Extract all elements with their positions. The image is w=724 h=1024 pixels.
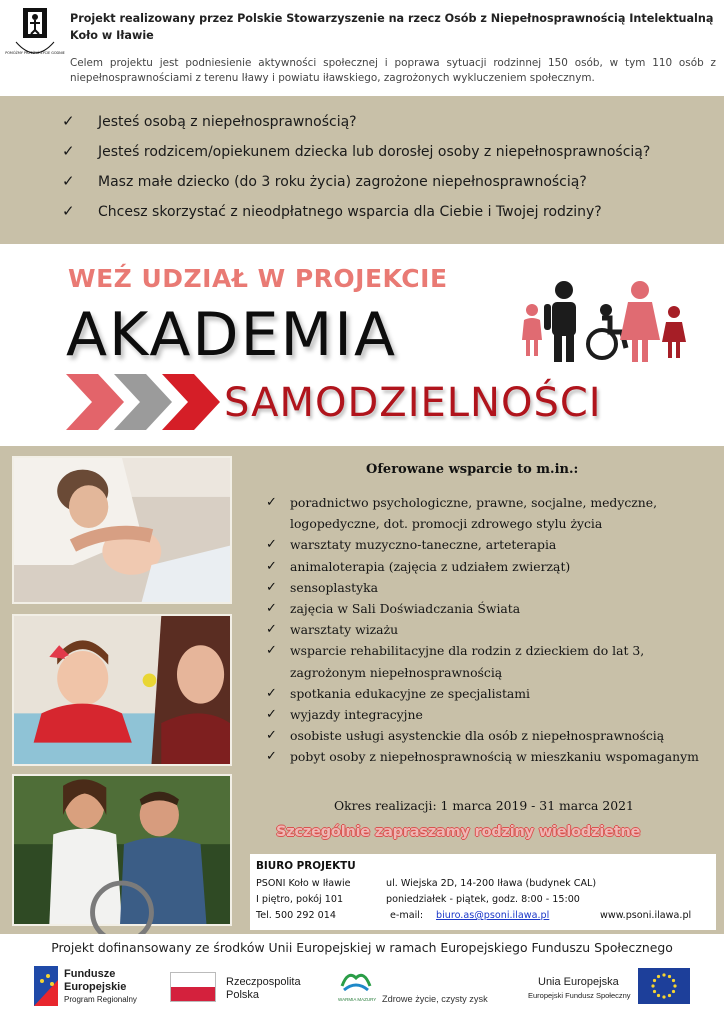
question-text: Chcesz skorzystać z nieodpłatnego wsparcia dla Ciebie i Twojej rodziny? (98, 204, 602, 220)
logo-text: POMÓŻMY PRZEŻYĆ ŻYCIE GODNIE (5, 51, 65, 55)
offer-item-text: warsztaty wizażu (290, 622, 399, 638)
question-text: Jesteś rodzicem/opiekunem dziecka lub dorosłej osoby z niepełnosprawnością? (98, 144, 651, 160)
eu-flag-icon (638, 968, 690, 1004)
offer-item (262, 534, 714, 555)
checkmark-icon: ✓ (266, 537, 277, 553)
office-floor: I piętro, pokój 101 (256, 894, 344, 905)
question-item (62, 202, 602, 220)
european-funds-logo-icon (34, 966, 58, 1006)
checkmark-icon: ✓ (62, 172, 75, 190)
offer-item-text: pobyt osoby z niepełnosprawnością w mieszkaniu wspomaganym (290, 749, 699, 765)
offer-item-text: osobiste usługi asystenckie dla osób z niepełnosprawnością (290, 728, 665, 744)
offer-item-text: poradnictwo psychologiczne, prawne, socjalne, medyczne, logopedyczne, dot. promocji zdrowego stylu życia (290, 495, 658, 532)
project-office-box (250, 854, 716, 930)
offer-list (262, 492, 714, 768)
footer (0, 934, 724, 1024)
offer-item (262, 683, 714, 704)
question-item (62, 142, 650, 160)
logo4-line1: Unia Europejska (538, 976, 619, 988)
checkmark-icon: ✓ (266, 707, 277, 723)
project-description: Celem projektu jest podniesienie aktywności społecznej i poprawa sytuacji rodzinnej 150 osób, w tym 110 osób z niepełnosprawnościami z terenu Iławy i powiatu iławskiego, zagrożonych wykluczeniem społecznym. (70, 57, 716, 84)
chevron-arrows-icon (66, 370, 222, 434)
offer-item-text: wyjazdy integracyjne (290, 707, 423, 723)
funding-statement: Projekt dofinansowany ze środków Unii Europejskiej w ramach Europejskiego Funduszu Społecznego (51, 940, 673, 955)
logo3-name: WARMIA MAZURY (338, 997, 377, 1002)
offer-heading: Oferowane wsparcie to m.in.: (366, 462, 579, 477)
offer-item (262, 598, 714, 619)
logo1-line2: Europejskie (64, 981, 127, 993)
question-item (62, 112, 357, 130)
call-to-action: WEŹ UDZIAŁ W PROJEKCIE (68, 264, 448, 293)
checkmark-icon: ✓ (266, 579, 277, 595)
offer-item-text: warsztaty muzyczno-taneczne, arteterapia (290, 537, 557, 553)
checkmark-icon: ✓ (266, 643, 277, 659)
checkmark-icon: ✓ (266, 728, 277, 744)
offer-item-text: sensoplastyka (290, 579, 379, 595)
office-name: PSONI Koło w Iławie (256, 878, 351, 889)
checkmark-icon: ✓ (266, 495, 277, 510)
hero-title-block (0, 244, 724, 446)
psoni-logo (5, 6, 65, 64)
logo3-slogan: Zdrowe życie, czysty zysk (382, 994, 488, 1004)
offer-item (262, 619, 714, 640)
photo-woman-and-man-in-wheelchair (12, 774, 232, 926)
question-item (62, 172, 587, 190)
email-label: e-mail: (390, 910, 424, 921)
offer-item-text: wsparcie rehabilitacyjne dla rodzin z dzieckiem do lat 3, zagrożonym niepełnosprawnością (290, 643, 645, 680)
offer-item (262, 492, 714, 534)
offer-item (262, 556, 714, 577)
logo1-line1: Fundusze (64, 968, 116, 980)
warmia-mazury-logo-icon (338, 968, 374, 996)
checkmark-icon: ✓ (266, 601, 277, 617)
checkmark-icon: ✓ (266, 749, 277, 765)
office-hours: poniedziałek - piątek, godz. 8:00 - 15:00 (386, 894, 580, 905)
logo2-line2: Polska (226, 989, 260, 1001)
checkmark-icon: ✓ (266, 622, 277, 638)
header (0, 0, 724, 96)
logo4-line2: Europejski Fundusz Społeczny (528, 991, 631, 1000)
checkmark-icon: ✓ (62, 202, 75, 220)
offer-item (262, 577, 714, 598)
organization-branch: Koło w Iławie (70, 29, 154, 42)
checkmark-icon: ✓ (266, 558, 277, 574)
checkmark-icon: ✓ (62, 142, 75, 160)
logo2-line1: Rzeczpospolita (226, 976, 301, 988)
photo-baby-therapy (12, 456, 232, 604)
organization-name: Projekt realizowany przez Polskie Stowarzyszenie na rzecz Osób z Niepełnosprawnością Intelektualną (70, 12, 714, 25)
offer-item-text: spotkania edukacyjne ze specjalistami (290, 685, 531, 701)
polish-flag-icon (170, 972, 216, 1002)
offer-item-text: zajęcia w Sali Doświadczania Świata (290, 601, 521, 617)
checkmark-icon: ✓ (62, 112, 75, 130)
office-phone: Tel. 500 292 014 (256, 910, 336, 921)
offer-item (262, 746, 714, 767)
checkmark-icon: ✓ (266, 685, 277, 701)
family-icon (518, 278, 690, 364)
title-line-1: AKADEMIA (66, 300, 397, 370)
offer-item (262, 640, 714, 682)
question-text: Masz małe dziecko (do 3 roku życia) zagrożone niepełnosprawnością? (98, 174, 587, 190)
email-link[interactable]: biuro.as@psoni.ilawa.pl (436, 910, 550, 921)
invitation-text: Szczególnie zapraszamy rodziny wielodzietne (276, 824, 641, 840)
offer-item (262, 704, 714, 725)
office-address: ul. Wiejska 2D, 14-200 Iława (budynek CAL) (386, 878, 597, 889)
offer-section (0, 446, 724, 934)
website-link[interactable]: www.psoni.ilawa.pl (600, 910, 692, 921)
offer-item (262, 725, 714, 746)
photo-girl-with-therapist (12, 614, 232, 766)
logo1-line3: Program Regionalny (64, 995, 137, 1004)
question-text: Jesteś osobą z niepełnosprawnością? (98, 114, 357, 130)
office-heading: BIURO PROJEKTU (256, 860, 356, 872)
project-period: Okres realizacji: 1 marca 2019 - 31 marca 2021 (334, 798, 634, 813)
offer-item-text: animaloterapia (zajęcia z udziałem zwierząt) (290, 558, 571, 574)
title-line-2: SAMODZIELNOŚCI (224, 380, 602, 426)
questions-band (0, 96, 724, 244)
